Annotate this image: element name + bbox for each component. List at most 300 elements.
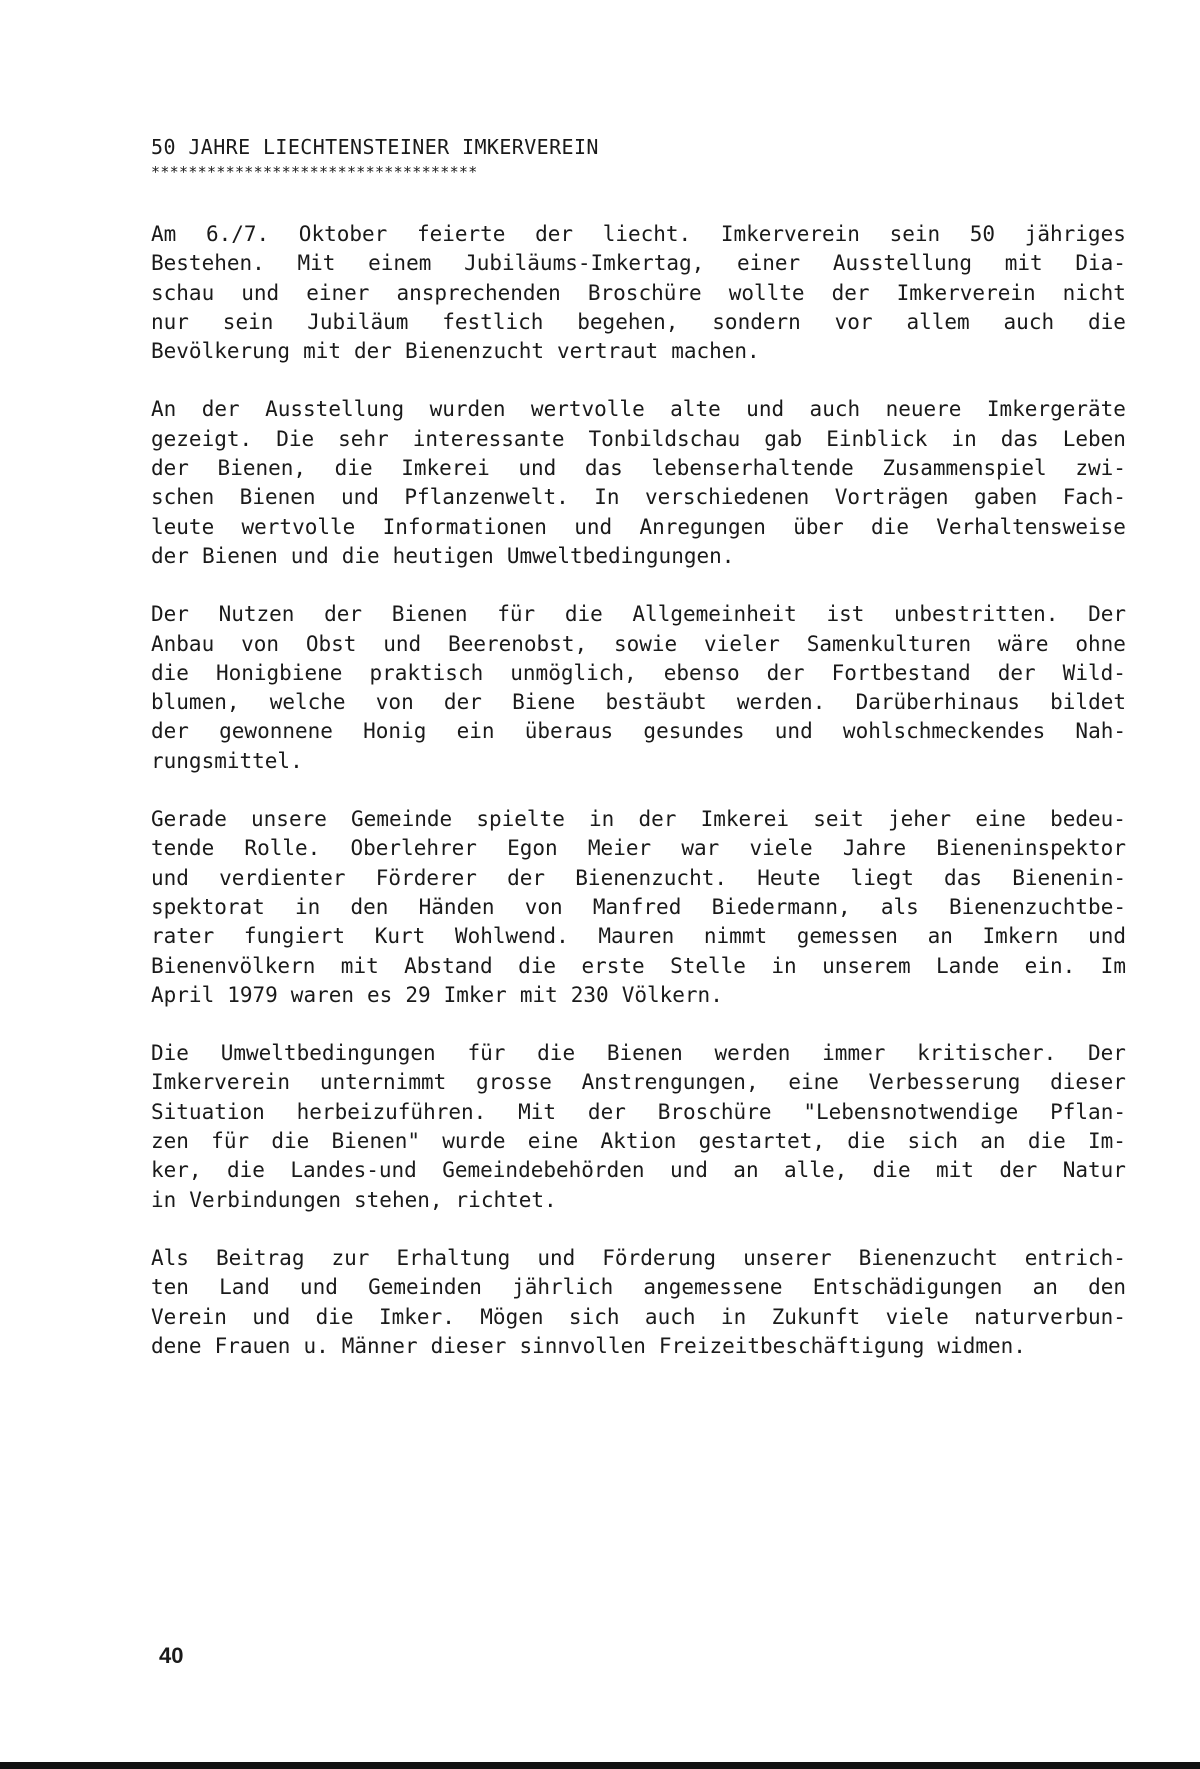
word: rungsmittel. (151, 748, 303, 773)
word: Anregungen (639, 514, 766, 539)
word: sein (889, 222, 941, 246)
word: Gemeinde (351, 807, 453, 832)
word: an (1032, 1275, 1058, 1300)
word: Aktion (600, 1129, 677, 1154)
word: 6./7. (205, 222, 270, 246)
word: lebenserhaltende (651, 456, 854, 481)
word: Wild- (1062, 660, 1126, 685)
word: verdienter (219, 865, 346, 890)
word: und (746, 397, 785, 422)
word: Bienenzuchtbe- (948, 894, 1126, 919)
word: der (999, 1158, 1038, 1183)
word: Samenkulturen (806, 631, 972, 656)
word: für (467, 1041, 506, 1066)
word: kritischer. (917, 1041, 1057, 1066)
word: spektorat (151, 894, 265, 919)
word: jährlich (512, 1275, 614, 1300)
word: Händen (418, 894, 495, 919)
word: viele (749, 836, 813, 861)
word: und (669, 1158, 708, 1183)
word: gezeigt. (151, 426, 253, 451)
word: Der (1088, 602, 1126, 627)
text-line (151, 864, 1126, 893)
word: Natur (1062, 1158, 1126, 1183)
word: Am (151, 222, 177, 246)
word: schau (151, 280, 215, 305)
word: und (518, 456, 557, 481)
word: das (584, 456, 623, 481)
word: der (324, 602, 363, 627)
text-line (151, 630, 1126, 659)
word: Verbesserung (868, 1070, 1021, 1095)
word: überaus (524, 719, 614, 744)
word: sondern (712, 309, 801, 334)
word: die (847, 1129, 886, 1154)
word: an (927, 924, 953, 949)
word: Wohlwend. (454, 924, 569, 949)
article-title: 50 JAHRE LIECHTENSTEINER IMKERVEREIN (151, 135, 599, 159)
word: Fortbestand (831, 660, 971, 685)
word: bedeu- (1050, 807, 1126, 832)
word: Entschädigungen (812, 1275, 1003, 1300)
word: werden (714, 1041, 791, 1066)
word: naturverbun- (974, 1304, 1126, 1329)
word: seit (813, 807, 864, 832)
word: interessante (412, 426, 565, 451)
word: wohlschmeckendes (842, 719, 1046, 744)
word: Mit (518, 1099, 557, 1124)
word: zen (151, 1129, 189, 1154)
paragraph (151, 220, 1126, 366)
word: eine (788, 1070, 839, 1095)
word: rater (151, 924, 215, 949)
word: es (367, 982, 393, 1007)
word: Frauen (214, 1333, 291, 1358)
word: Verein (151, 1304, 227, 1329)
word: Vorträgen (834, 485, 949, 510)
word: Bienen" (331, 1129, 421, 1154)
text-line (151, 747, 1126, 776)
word: nimmt (703, 924, 768, 949)
word: unsere (251, 807, 327, 832)
text-line (151, 249, 1126, 278)
word: Imkern (982, 924, 1059, 949)
word: der (354, 339, 392, 364)
word: Der (151, 602, 189, 627)
word: und (299, 1275, 338, 1300)
word: Obst (305, 631, 357, 656)
word: Bienen, (217, 456, 307, 481)
text-line (151, 688, 1126, 717)
word: Pflan- (1050, 1099, 1126, 1124)
word: Gerade (151, 807, 227, 832)
word: und (774, 719, 813, 744)
word: Jahre (842, 836, 907, 861)
text-line (151, 1039, 1126, 1068)
word: April (151, 982, 215, 1007)
text-line (151, 1303, 1126, 1332)
text-line (151, 454, 1126, 483)
word: stehen, (354, 1187, 443, 1212)
word: u. (303, 1333, 329, 1358)
word: die (1087, 309, 1126, 334)
word: wertvolle (530, 397, 645, 422)
word: Bevölkerung (151, 339, 291, 364)
word: zwi- (1075, 456, 1126, 481)
word: und (290, 543, 329, 568)
word: feierte (416, 222, 506, 246)
word: Zusammenspiel (882, 456, 1047, 481)
word: die (564, 602, 603, 627)
text-line (151, 805, 1126, 834)
word: dieser (1050, 1070, 1126, 1095)
word: widmen. (937, 1333, 1026, 1358)
word: Imkerei (700, 807, 790, 832)
word: Heute (757, 865, 821, 890)
word: Bienenzucht. (575, 865, 727, 890)
word: Honigbiene (215, 660, 343, 685)
word: Völkern. (621, 982, 723, 1007)
text-line (151, 425, 1126, 454)
word: wurde (442, 1129, 506, 1154)
word: tende (151, 836, 215, 861)
word: alte (670, 397, 721, 422)
word: war (681, 836, 720, 861)
word: richtet. (455, 1187, 557, 1212)
word: Honig (363, 719, 427, 744)
word: ein. (1024, 953, 1076, 978)
paragraph (151, 1039, 1126, 1215)
word: Leben (1062, 426, 1126, 451)
word: der (151, 719, 189, 744)
word: und (151, 865, 189, 890)
word: in (720, 1304, 747, 1329)
word: Tonbildschau (588, 426, 741, 451)
word: Broschüre (657, 1099, 772, 1124)
word: Umweltbedingungen (220, 1041, 436, 1066)
word: Imkerverein (896, 280, 1036, 305)
word: Förderer (375, 865, 477, 890)
word: Bienenvölkern (151, 953, 316, 978)
word: dieser (430, 1333, 507, 1358)
word: An (151, 397, 177, 422)
word: Bienen (201, 543, 278, 568)
text-line (151, 308, 1126, 337)
word: von (375, 690, 414, 715)
text-line (151, 220, 1126, 249)
word: gesundes (643, 719, 745, 744)
word: Biene (512, 690, 576, 715)
text-line (151, 395, 1126, 424)
word: welche (269, 690, 346, 715)
word: den (350, 894, 389, 919)
word: bildet (1050, 690, 1126, 715)
word: bestäubt (605, 690, 707, 715)
word: der (201, 397, 240, 422)
word: jähriges (1024, 222, 1126, 246)
word: die (271, 1129, 310, 1154)
word: mit (340, 953, 379, 978)
word: Biedermann, (711, 894, 851, 919)
word: blumen, (151, 690, 240, 715)
word: erste (581, 953, 645, 978)
word: unserem (822, 953, 911, 978)
word: in (151, 1187, 177, 1212)
word: allem (906, 309, 970, 334)
word: der (638, 807, 677, 832)
word: sein (222, 309, 274, 334)
word: unmöglich, (510, 660, 637, 685)
word: die (1027, 1129, 1066, 1154)
word: die (334, 456, 373, 481)
word: verschiedenen (644, 485, 810, 510)
word: einem (368, 251, 432, 276)
word: Bienen (391, 602, 468, 627)
word: Land (219, 1275, 270, 1300)
word: unbestritten. (894, 602, 1059, 627)
word: Oberlehrer (350, 836, 477, 861)
word: Männer (341, 1333, 418, 1358)
word: nur (151, 309, 189, 334)
text-line (151, 1244, 1126, 1273)
word: Mauren (598, 924, 675, 949)
word: Die (151, 1041, 189, 1066)
text-line (151, 981, 1126, 1010)
word: Die (276, 426, 315, 451)
word: auch (644, 1304, 696, 1329)
word: Im (1100, 953, 1126, 978)
word: Einblick (826, 426, 928, 451)
word: Manfred (592, 894, 682, 919)
word: Gemeinden (368, 1275, 482, 1300)
word: einer (306, 280, 370, 305)
word: neuere (885, 397, 962, 422)
word: Der (1088, 1041, 1126, 1066)
word: in (295, 894, 321, 919)
word: Mögen (480, 1304, 544, 1329)
word: eine (975, 807, 1026, 832)
word: die (518, 953, 557, 978)
word: begehen, (577, 309, 679, 334)
word: der (535, 222, 574, 246)
word: die (315, 1304, 354, 1329)
word: vor (834, 309, 873, 334)
word: und (340, 485, 379, 510)
word: Anbau (151, 631, 215, 656)
word: Darüberhinaus (855, 690, 1020, 715)
word: herbeizuführen. (296, 1099, 487, 1124)
word: mit (519, 982, 558, 1007)
word: ohne (1075, 631, 1126, 656)
word: der (507, 865, 546, 890)
word: ten (151, 1275, 189, 1300)
word: an (733, 1158, 759, 1183)
article-body (151, 220, 1126, 1390)
word: viele (885, 1304, 949, 1329)
word: ist (826, 602, 865, 627)
word: waren (290, 982, 355, 1007)
text-line (151, 337, 1126, 366)
word: In (594, 485, 620, 510)
text-line (151, 513, 1126, 542)
word: Verbindungen (189, 1187, 342, 1212)
word: gemessen (796, 924, 898, 949)
text-line (151, 922, 1126, 951)
word: sich (568, 1304, 620, 1329)
word: und (252, 1304, 291, 1329)
word: Allgemeinheit (632, 602, 797, 627)
word: Bienenin- (1012, 865, 1126, 890)
word: vertraut (557, 339, 659, 364)
word: machen. (671, 339, 760, 364)
word: das (944, 865, 982, 890)
word: in (589, 807, 615, 832)
word: und (241, 280, 280, 305)
word: Bienenzucht (404, 339, 545, 364)
word: Beitrag (215, 1245, 305, 1270)
word: Jubiläum (307, 309, 409, 334)
word: die (872, 1158, 911, 1183)
word: ansprechenden (396, 280, 561, 305)
word: Umweltbedingungen. (506, 543, 735, 568)
word: und (1088, 924, 1126, 949)
word: liecht. (602, 222, 692, 246)
word: Rolle. (244, 836, 321, 861)
word: entrich- (1024, 1245, 1126, 1270)
word: Situation (151, 1099, 265, 1124)
word: werden. (736, 690, 826, 715)
word: mit (936, 1158, 974, 1183)
text-line (151, 1127, 1126, 1156)
word: ebenso (663, 660, 740, 685)
word: und (537, 1245, 576, 1270)
text-line (151, 1186, 1126, 1215)
word: 230 (570, 982, 609, 1007)
word: nicht (1062, 280, 1126, 305)
word: Bestehen. (151, 251, 265, 276)
word: ker, (151, 1158, 202, 1183)
word: immer (822, 1041, 886, 1066)
word: 29 (405, 982, 431, 1007)
text-line (151, 1156, 1126, 1185)
word: von (524, 894, 563, 919)
word: schen (151, 485, 215, 510)
word: Bieneninspektor (936, 836, 1126, 861)
word: praktisch (369, 660, 484, 685)
word: von (241, 631, 279, 656)
title-underline: *********************************** (151, 163, 478, 181)
word: Anstrengungen, (581, 1070, 759, 1095)
word: Jubiläums-Imkertag, (464, 251, 705, 276)
text-line (151, 659, 1126, 688)
word: jeher (887, 807, 952, 832)
word: in (951, 426, 977, 451)
word: Imkergeräte (986, 397, 1126, 422)
word: Gemeindebehörden (442, 1158, 645, 1183)
word: mit (303, 339, 342, 364)
word: vieler (704, 631, 780, 656)
word: in (771, 953, 797, 978)
word: Beerenobst, (448, 631, 588, 656)
word: Fach- (1062, 485, 1126, 510)
word: heutigen (392, 543, 494, 568)
word: für (497, 602, 536, 627)
word: 50 (969, 222, 996, 246)
word: angemessene (643, 1275, 783, 1300)
word: Verhaltensweise (936, 514, 1126, 539)
word: auch (1003, 309, 1055, 334)
word: die (341, 543, 380, 568)
word: sinnvollen (519, 1333, 646, 1358)
word: Nah- (1075, 719, 1126, 744)
word: unternimmt (319, 1070, 447, 1095)
word: festlich (442, 309, 544, 334)
word: Landes-und (290, 1158, 417, 1183)
text-line (151, 717, 1126, 746)
word: Imker (443, 982, 507, 1007)
word: Nutzen (218, 602, 295, 627)
word: "Lebensnotwendige (803, 1099, 1019, 1124)
word: ein (456, 719, 495, 744)
word: sehr (338, 426, 389, 451)
word: den (1088, 1275, 1126, 1300)
text-line (151, 1332, 1126, 1361)
word: für (211, 1129, 250, 1154)
word: zur (331, 1245, 370, 1270)
page-number: 40 (159, 1643, 184, 1668)
word: und (574, 514, 613, 539)
word: die (227, 1158, 265, 1183)
word: wollte (728, 280, 805, 305)
word: Bienenzucht (858, 1245, 998, 1270)
word: der (443, 690, 482, 715)
word: Im- (1087, 1129, 1126, 1154)
word: als (880, 894, 919, 919)
word: Förderung (602, 1245, 717, 1270)
word: gaben (974, 485, 1038, 510)
paragraph (151, 805, 1126, 1010)
word: alle, (784, 1158, 848, 1183)
word: leute (151, 514, 215, 539)
word: Egon (507, 836, 558, 861)
word: gewonnene (219, 719, 333, 744)
word: Ausstellung (265, 397, 405, 422)
word: wäre (997, 631, 1049, 656)
word: Bienen (239, 485, 316, 510)
word: Mit (297, 251, 336, 276)
word: Pflanzenwelt. (404, 485, 569, 510)
text-line (151, 1273, 1126, 1302)
word: Lande (936, 953, 1000, 978)
word: Meier (587, 836, 652, 861)
text-line (151, 834, 1126, 863)
word: Zukunft (771, 1304, 861, 1329)
word: gestartet, (698, 1129, 826, 1154)
word: über (793, 514, 844, 539)
paragraph (151, 395, 1126, 571)
word: Dia- (1075, 251, 1126, 276)
word: an (980, 1129, 1006, 1154)
word: Freizeitbeschäftigung (658, 1333, 925, 1358)
word: der (587, 1099, 626, 1124)
word: das (1000, 426, 1039, 451)
word: der (151, 456, 189, 481)
word: unserer (743, 1245, 832, 1270)
word: die (871, 514, 909, 539)
word: 1979 (227, 982, 278, 1007)
word: wertvolle (241, 514, 356, 539)
word: Bienen (606, 1041, 683, 1066)
